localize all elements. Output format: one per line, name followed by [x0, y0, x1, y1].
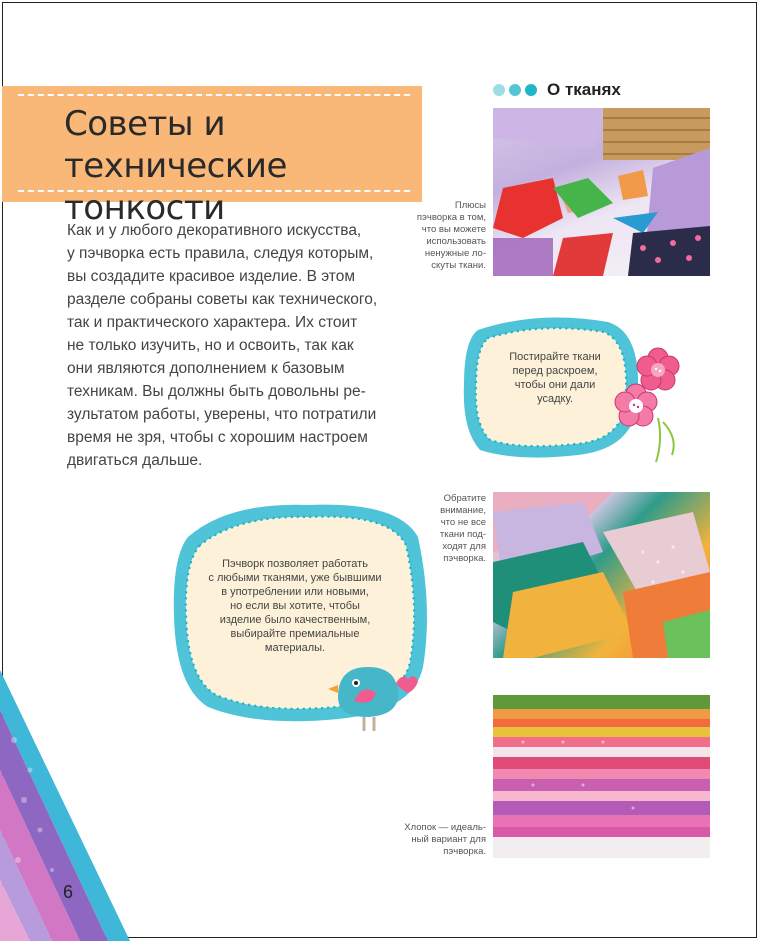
- caption-line: Обратите: [443, 493, 486, 504]
- caption-line: ный вариант для: [411, 834, 486, 845]
- intro-line: время не зря, чтобы с хорошим настроем: [67, 429, 368, 446]
- caption-line: что вы можете: [421, 224, 486, 235]
- intro-line: они являются дополнением к базовым: [67, 360, 345, 377]
- tip-line: перед раскроем,: [512, 365, 598, 377]
- intro-line: так и практического характера. Их стоит: [67, 314, 358, 331]
- caption-line: пэчворка в том,: [416, 212, 486, 223]
- caption-line: пэчворка.: [443, 553, 486, 564]
- tip-line: выбирайте премиальные: [230, 628, 360, 640]
- tip-line: усадку.: [537, 393, 573, 405]
- section-title: О тканях: [547, 80, 621, 99]
- page-title-line: Советы и технические: [64, 104, 287, 186]
- flower-icon: [637, 348, 679, 390]
- tip-line: Пэчворк позволяет работать: [222, 558, 368, 570]
- caption-line: ходят для: [442, 541, 486, 552]
- intro-line: техникам. Вы должны быть довольны ре-: [67, 383, 366, 400]
- tip-line: Постирайте ткани: [509, 351, 601, 363]
- tip-line: но если вы хотите, чтобы: [230, 600, 360, 612]
- tip-line: с любыми тканями, уже бывшими: [208, 572, 382, 584]
- caption-line: внимание,: [440, 505, 486, 516]
- intro-line: двигаться дальше.: [67, 452, 203, 469]
- caption-line: Хлопок — идеаль-: [404, 822, 486, 833]
- intro-line: у пэчворка есть правила, следуя которым,: [67, 245, 374, 262]
- caption-line: ненужные ло-: [424, 248, 486, 259]
- intro-line: не только изучить, но и освоить, так как: [67, 337, 354, 354]
- page-title: [64, 103, 414, 229]
- intro-paragraph: [67, 219, 385, 472]
- dot-icon: [493, 84, 505, 96]
- caption-line: ткани под-: [439, 529, 486, 540]
- tip-line: чтобы они дали: [514, 379, 596, 391]
- intro-line: вы создадите красивое изделие. В этом: [67, 268, 355, 285]
- page-number: 6: [63, 882, 74, 902]
- dot-icon: [509, 84, 521, 96]
- fabric-scraps-photo: [493, 108, 710, 276]
- caption-scraps: [398, 200, 486, 272]
- caption-line: пэчворка.: [443, 846, 486, 857]
- intro-line: Как и у любого декоративного искусства,: [67, 222, 362, 239]
- tip-line: в употреблении или новыми,: [221, 586, 369, 598]
- intro-line: разделе собраны советы как технического,: [67, 291, 378, 308]
- caption-line: использовать: [426, 236, 486, 247]
- tip-line: изделие было качественным,: [219, 614, 371, 626]
- fabric-pile-photo: [493, 492, 710, 658]
- cotton-stack-photo: [493, 695, 710, 858]
- caption-line: что не все: [440, 517, 486, 528]
- tip-quality-text: [200, 557, 390, 655]
- caption-line: скуты ткани.: [431, 260, 486, 271]
- tip-line: материалы.: [264, 642, 326, 654]
- intro-line: зультатом работы, уверены, что потратили: [67, 406, 377, 423]
- section-header: [493, 80, 621, 100]
- caption-cotton: [390, 822, 486, 858]
- caption-line: Плюсы: [454, 200, 486, 211]
- dot-icon: [525, 84, 537, 96]
- tip-wash-text: [496, 350, 614, 406]
- page-title-line: тонкости: [64, 188, 225, 228]
